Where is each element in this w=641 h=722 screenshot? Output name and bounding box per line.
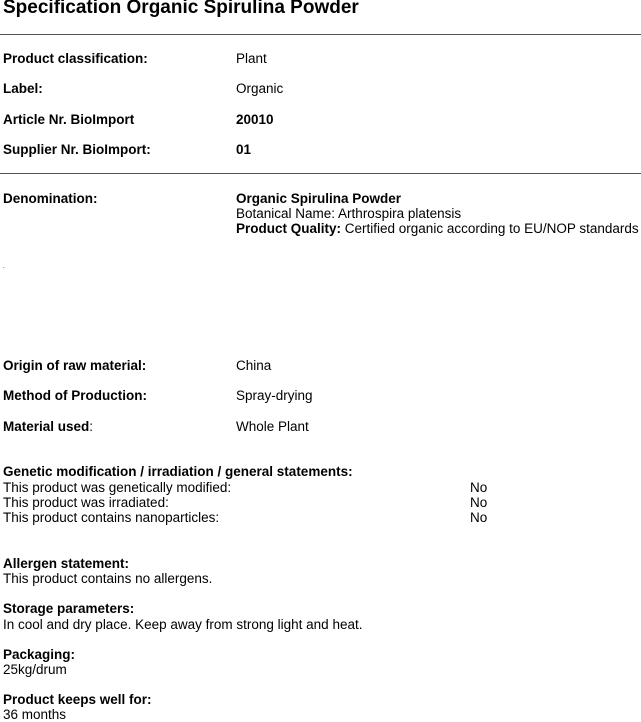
storage-heading: Storage parameters: xyxy=(3,601,135,616)
title-divider xyxy=(0,34,641,35)
genetic-answer-irradiated: No xyxy=(470,495,488,510)
page-title: Specification Organic Spirulina Powder xyxy=(3,0,359,18)
label-value: Organic xyxy=(236,81,284,96)
material-used-label-colon: : xyxy=(89,419,94,434)
allergen-heading: Allergen statement: xyxy=(3,556,130,571)
product-quality-label: Product Quality: xyxy=(236,221,342,236)
shelf-life-text: 36 months xyxy=(3,707,67,722)
genetic-heading: Genetic modification / irradiation / general statements: xyxy=(3,464,353,479)
packaging-text: 25kg/drum xyxy=(3,662,67,677)
genetic-answer-modified: No xyxy=(470,480,488,495)
product-classification-value: Plant xyxy=(236,51,267,66)
material-used-label-bold: Material used xyxy=(3,419,90,434)
botanical-name: Botanical Name: Arthrospira platensis xyxy=(236,206,462,221)
genetic-row-modified: This product was genetically modified: xyxy=(3,480,232,495)
storage-text: In cool and dry place. Keep away from strong light and heat. xyxy=(3,617,363,632)
origin-label: Origin of raw material: xyxy=(3,358,147,373)
method-label: Method of Production: xyxy=(3,388,147,403)
small-mark: . xyxy=(3,264,5,270)
shelf-life-heading: Product keeps well for: xyxy=(3,692,152,707)
genetic-row-nanoparticles: This product contains nanoparticles: xyxy=(3,510,220,525)
supplier-nr-value: 01 xyxy=(236,142,252,157)
material-used-value: Whole Plant xyxy=(236,419,309,434)
product-quality-value: Certified organic according to EU/NOP standards xyxy=(341,221,639,236)
label-label: Label: xyxy=(3,81,43,96)
product-quality xyxy=(236,221,639,236)
section-divider xyxy=(0,173,641,174)
packaging-heading: Packaging: xyxy=(3,647,76,662)
material-used-label xyxy=(3,419,93,434)
article-nr-label: Article Nr. BioImport xyxy=(3,112,135,127)
method-value: Spray-drying xyxy=(236,388,313,403)
article-nr-value: 20010 xyxy=(236,112,274,127)
denomination-label: Denomination: xyxy=(3,191,98,206)
origin-value: China xyxy=(236,358,272,373)
genetic-row-irradiated: This product was irradiated: xyxy=(3,495,169,510)
denomination-name: Organic Spirulina Powder xyxy=(236,191,402,206)
supplier-nr-label: Supplier Nr. BioImport: xyxy=(3,142,151,157)
genetic-answer-nanoparticles: No xyxy=(470,510,488,525)
allergen-text: This product contains no allergens. xyxy=(3,571,213,586)
product-classification-label: Product classification: xyxy=(3,51,148,66)
